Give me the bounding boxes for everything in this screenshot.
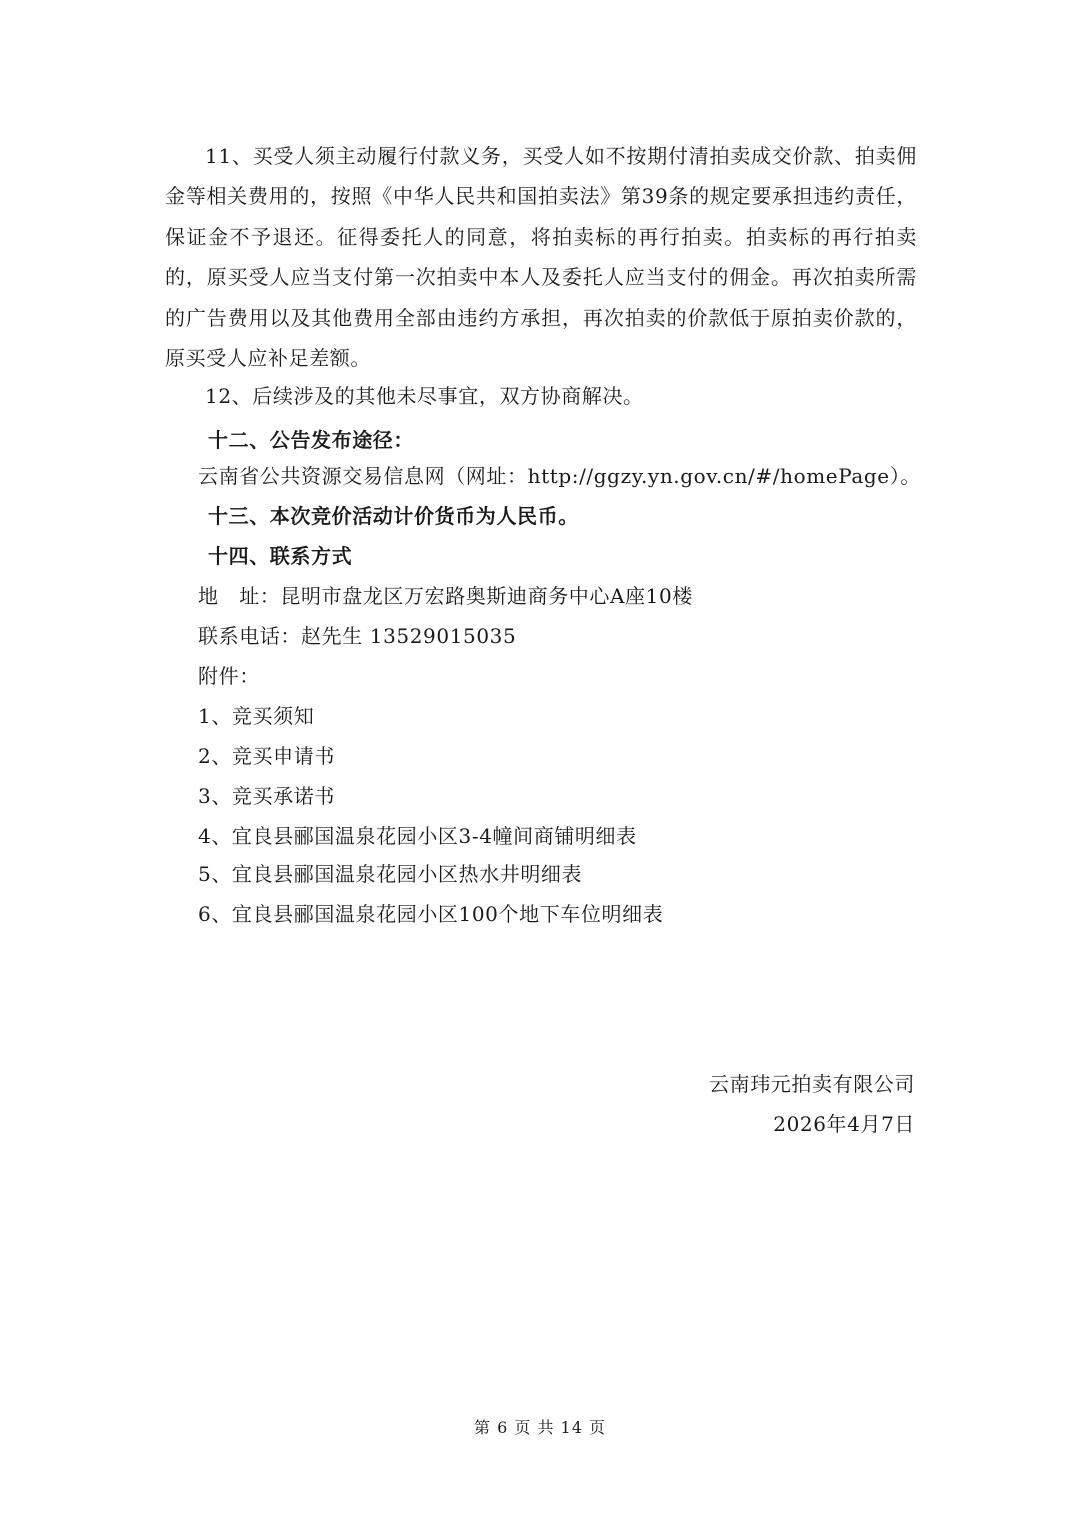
attachment-item: 1、竞买须知 [198,704,315,728]
attachment-item: 5、宜良县郦国温泉花园小区热水井明细表 [198,862,583,886]
clause-12: 12、后续涉及的其他未尽事宜，双方协商解决。 [205,384,644,408]
attachment-item: 6、宜良县郦国温泉花园小区100个地下车位明细表 [198,902,664,926]
attachment-item: 2、竞买申请书 [198,744,335,768]
section-14-heading: 十四、联系方式 [208,544,353,568]
contact-address: 地 址：昆明市盘龙区万宏路奥斯迪商务中心A座10楼 [198,584,693,608]
signature-date: 2026年4月7日 [773,1112,915,1136]
section-13-heading: 十三、本次竞价活动计价货币为人民币。 [208,504,579,528]
announcement-channel-text: 云南省公共资源交易信息网（网址：http://ggzy.yn.gov.cn/#/homePage）。 [198,464,921,488]
signature-company: 云南玮元拍卖有限公司 [709,1072,915,1096]
attachment-item: 3、竞买承诺书 [198,784,335,808]
clause-11: 11、买受人须主动履行付款义务，买受人如不按期付清拍卖成交价款、拍卖佣金等相关费用的，按照《中华人民共和国拍卖法》第39条的规定要承担违约责任，保证金不予退还。征得委托人的同意，将拍卖标的再行拍卖。拍卖标的再行拍卖的，原买受人应当支付第一次拍卖中本人及委托人应当支付的佣金。再次拍卖所需的广告费用以及其他费用全部由违约方承担，再次拍卖的价款低于原拍卖价款的，原买受人应补足差额。 [165,144,917,371]
attachment-item: 4、宜良县郦国温泉花园小区3-4幢间商铺明细表 [198,824,637,848]
page-number-footer: 第 6 页 共 14 页 [474,1418,606,1437]
section-12-heading: 十二、公告发布途径： [208,428,414,452]
attachments-label: 附件： [198,664,260,688]
contact-phone: 联系电话：赵先生 13529015035 [198,624,517,648]
